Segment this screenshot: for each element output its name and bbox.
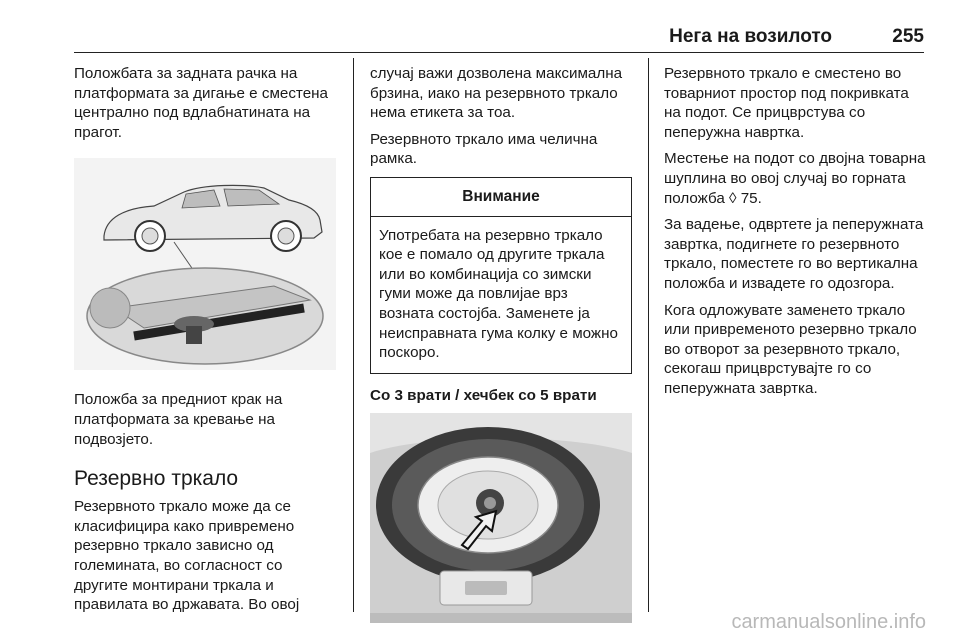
subheading: Со 3 врати / хечбек со 5 врати — [370, 386, 597, 404]
column-divider — [648, 58, 649, 612]
paragraph: Резервното тркало може да се класифицира како привремено резервно тркало зависно од големината, во согласност со другите монтирани тркала и правилата во државата. Во овој — [74, 498, 300, 614]
spare-wheel-illustration — [370, 413, 632, 623]
paragraph: случај важи дозволена максимална брзина, иако на резервното тркало нема етикета за тоа. — [370, 65, 623, 122]
page-header — [74, 22, 924, 53]
column-2 — [370, 64, 632, 643]
column-3 — [664, 64, 928, 406]
warning-body: Употребата на резервно тркало кое е помало од другите тркала или во комбинација со зимски гуми може да повлијае врз возната состојба. Заменете ја неисправната гума колку е можно поскоро. — [379, 226, 618, 362]
paragraph: Резервното тркало е сместено во товарниот простор под покривката на подот. Се прицврстува со пеперужна навртка. — [664, 65, 909, 141]
column-1 — [74, 64, 336, 622]
page-number: 255 — [892, 26, 924, 47]
paragraph: Положбата за задната рачка на платформата за дигање е сместена централно под вдлабнатината на прагот. — [74, 65, 328, 141]
warning-title: Внимание — [371, 178, 631, 217]
paragraph: Местење на подот со двојна товарна шуплина во овој случај во горната положба ◊ 75. — [664, 150, 926, 207]
car-jack-illustration — [74, 158, 336, 370]
paragraph: Положба за предниот крак на платформата за кревање на подвозјето. — [74, 391, 283, 448]
warning-box — [370, 177, 632, 374]
column-divider — [353, 58, 354, 612]
paragraph: За вадење, одвртете ја пеперужната завртка, подигнете го резервното тркало, поместете го во вертикална положба и извадете го одозгора. — [664, 216, 924, 292]
paragraph: Кога одложувате заменето тркало или привременото резервно тркало во отворот за резервното тркало, секогаш прицврстувајте го со пеперужната завртка. — [664, 301, 917, 397]
section-heading: Резервно тркало — [74, 467, 239, 491]
watermark: carmanualsonline.info — [731, 611, 926, 633]
page-title: Нега на возилото — [669, 26, 832, 47]
paragraph: Резервното тркало има челична рамка. — [370, 130, 598, 168]
